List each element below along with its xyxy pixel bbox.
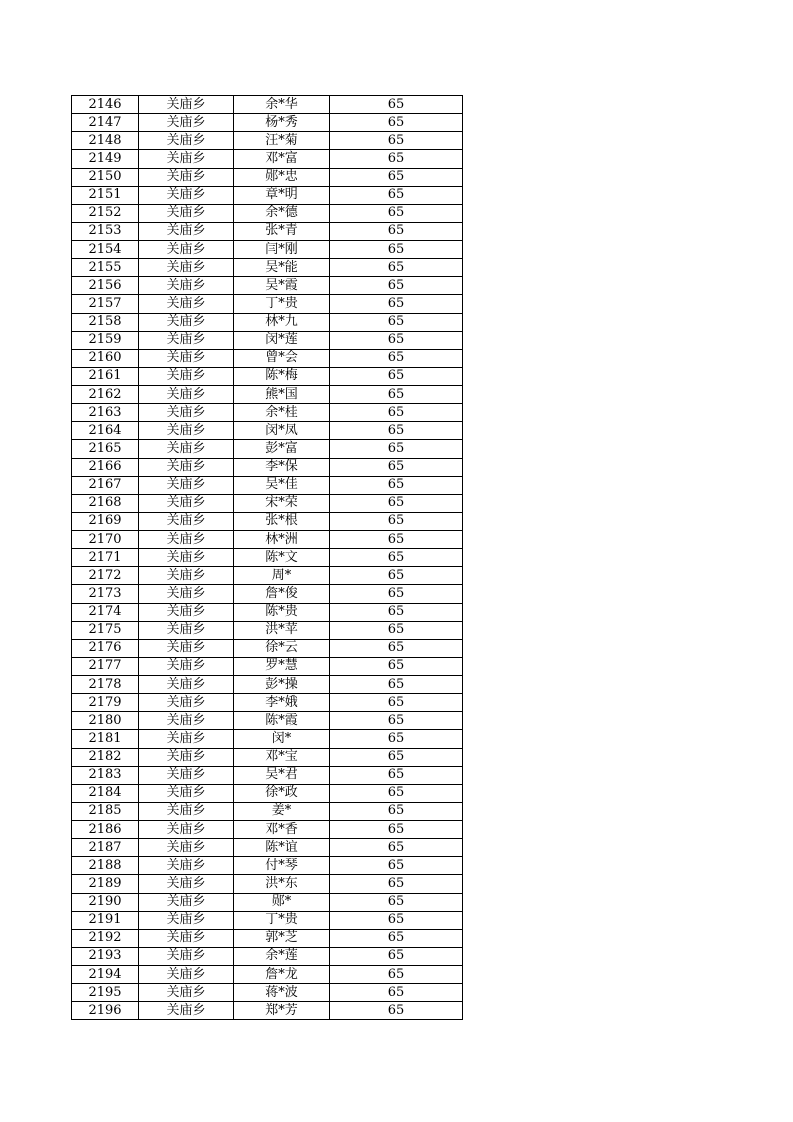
serial-number-cell: 2148 — [72, 132, 139, 150]
table-row — [72, 512, 463, 530]
table-row — [72, 639, 463, 657]
township-cell: 关庙乡 — [139, 349, 234, 367]
serial-number-cell: 2162 — [72, 386, 139, 404]
name-cell: 吴*能 — [234, 259, 330, 277]
name-cell: 邓*宝 — [234, 748, 330, 766]
table-row — [72, 186, 463, 204]
name-cell: 闵* — [234, 730, 330, 748]
amount-cell: 65 — [330, 422, 463, 440]
township-cell: 关庙乡 — [139, 114, 234, 132]
township-cell: 关庙乡 — [139, 567, 234, 585]
amount-cell: 65 — [330, 440, 463, 458]
township-cell: 关庙乡 — [139, 766, 234, 784]
amount-cell: 65 — [330, 241, 463, 259]
serial-number-cell: 2159 — [72, 331, 139, 349]
name-cell: 林*九 — [234, 313, 330, 331]
table-row — [72, 168, 463, 186]
table-row — [72, 748, 463, 766]
table-row — [72, 712, 463, 730]
serial-number-cell: 2182 — [72, 748, 139, 766]
table-row — [72, 621, 463, 639]
township-cell: 关庙乡 — [139, 404, 234, 422]
township-cell: 关庙乡 — [139, 204, 234, 222]
table-row — [72, 857, 463, 875]
township-cell: 关庙乡 — [139, 929, 234, 947]
name-cell: 李*保 — [234, 458, 330, 476]
table-row — [72, 222, 463, 240]
name-cell: 余*德 — [234, 204, 330, 222]
name-cell: 陈*梅 — [234, 367, 330, 385]
serial-number-cell: 2192 — [72, 929, 139, 947]
amount-cell: 65 — [330, 204, 463, 222]
name-cell: 陈*贵 — [234, 603, 330, 621]
amount-cell: 65 — [330, 712, 463, 730]
township-cell: 关庙乡 — [139, 476, 234, 494]
amount-cell: 65 — [330, 331, 463, 349]
table-row — [72, 875, 463, 893]
township-cell: 关庙乡 — [139, 277, 234, 295]
township-cell: 关庙乡 — [139, 839, 234, 857]
table-row — [72, 966, 463, 984]
name-cell: 邓*香 — [234, 821, 330, 839]
name-cell: 闵*凤 — [234, 422, 330, 440]
amount-cell: 65 — [330, 1002, 463, 1020]
table-row — [72, 821, 463, 839]
table-row — [72, 132, 463, 150]
name-cell: 姜* — [234, 802, 330, 820]
serial-number-cell: 2189 — [72, 875, 139, 893]
amount-cell: 65 — [330, 893, 463, 911]
name-cell: 周* — [234, 567, 330, 585]
name-cell: 蒋*波 — [234, 984, 330, 1002]
table-row — [72, 676, 463, 694]
township-cell: 关庙乡 — [139, 657, 234, 675]
township-cell: 关庙乡 — [139, 367, 234, 385]
serial-number-cell: 2151 — [72, 186, 139, 204]
township-cell: 关庙乡 — [139, 295, 234, 313]
township-cell: 关庙乡 — [139, 186, 234, 204]
table-row — [72, 367, 463, 385]
table-row — [72, 567, 463, 585]
name-cell: 陈*霞 — [234, 712, 330, 730]
township-cell: 关庙乡 — [139, 150, 234, 168]
serial-number-cell: 2180 — [72, 712, 139, 730]
table-row — [72, 331, 463, 349]
name-cell: 李*娥 — [234, 694, 330, 712]
township-cell: 关庙乡 — [139, 730, 234, 748]
name-cell: 詹*俊 — [234, 585, 330, 603]
amount-cell: 65 — [330, 929, 463, 947]
table-row — [72, 422, 463, 440]
amount-cell: 65 — [330, 657, 463, 675]
serial-number-cell: 2156 — [72, 277, 139, 295]
serial-number-cell: 2152 — [72, 204, 139, 222]
table-row — [72, 476, 463, 494]
amount-cell: 65 — [330, 676, 463, 694]
township-cell: 关庙乡 — [139, 784, 234, 802]
amount-cell: 65 — [330, 730, 463, 748]
serial-number-cell: 2163 — [72, 404, 139, 422]
township-cell: 关庙乡 — [139, 313, 234, 331]
amount-cell: 65 — [330, 150, 463, 168]
township-cell: 关庙乡 — [139, 857, 234, 875]
name-cell: 丁*贵 — [234, 911, 330, 929]
township-cell: 关庙乡 — [139, 966, 234, 984]
name-cell: 郑*芳 — [234, 1002, 330, 1020]
amount-cell: 65 — [330, 168, 463, 186]
amount-cell: 65 — [330, 96, 463, 114]
name-cell: 彭*操 — [234, 676, 330, 694]
amount-cell: 65 — [330, 295, 463, 313]
township-cell: 关庙乡 — [139, 621, 234, 639]
serial-number-cell: 2178 — [72, 676, 139, 694]
township-cell: 关庙乡 — [139, 531, 234, 549]
serial-number-cell: 2195 — [72, 984, 139, 1002]
township-cell: 关庙乡 — [139, 639, 234, 657]
table-row — [72, 494, 463, 512]
table-row — [72, 150, 463, 168]
township-cell: 关庙乡 — [139, 947, 234, 965]
amount-cell: 65 — [330, 585, 463, 603]
serial-number-cell: 2161 — [72, 367, 139, 385]
serial-number-cell: 2173 — [72, 585, 139, 603]
table-row — [72, 694, 463, 712]
serial-number-cell: 2184 — [72, 784, 139, 802]
township-cell: 关庙乡 — [139, 259, 234, 277]
serial-number-cell: 2187 — [72, 839, 139, 857]
name-cell: 余*华 — [234, 96, 330, 114]
serial-number-cell: 2176 — [72, 639, 139, 657]
amount-cell: 65 — [330, 386, 463, 404]
name-cell: 吴*霞 — [234, 277, 330, 295]
table-row — [72, 893, 463, 911]
name-cell: 章*明 — [234, 186, 330, 204]
township-cell: 关庙乡 — [139, 748, 234, 766]
amount-cell: 65 — [330, 458, 463, 476]
name-cell: 汪*菊 — [234, 132, 330, 150]
serial-number-cell: 2170 — [72, 531, 139, 549]
amount-cell: 65 — [330, 259, 463, 277]
amount-cell: 65 — [330, 114, 463, 132]
name-cell: 余*桂 — [234, 404, 330, 422]
name-cell: 闵*莲 — [234, 331, 330, 349]
township-cell: 关庙乡 — [139, 422, 234, 440]
name-cell: 郧* — [234, 893, 330, 911]
serial-number-cell: 2194 — [72, 966, 139, 984]
data-table — [71, 95, 463, 1020]
serial-number-cell: 2179 — [72, 694, 139, 712]
serial-number-cell: 2155 — [72, 259, 139, 277]
table-row — [72, 603, 463, 621]
table-row — [72, 730, 463, 748]
serial-number-cell: 2168 — [72, 494, 139, 512]
township-cell: 关庙乡 — [139, 222, 234, 240]
amount-cell: 65 — [330, 694, 463, 712]
township-cell: 关庙乡 — [139, 603, 234, 621]
table-row — [72, 277, 463, 295]
name-cell: 付*琴 — [234, 857, 330, 875]
township-cell: 关庙乡 — [139, 241, 234, 259]
amount-cell: 65 — [330, 186, 463, 204]
name-cell: 郭*芝 — [234, 929, 330, 947]
name-cell: 张*根 — [234, 512, 330, 530]
township-cell: 关庙乡 — [139, 494, 234, 512]
amount-cell: 65 — [330, 839, 463, 857]
serial-number-cell: 2190 — [72, 893, 139, 911]
table-row — [72, 1002, 463, 1020]
name-cell: 曾*会 — [234, 349, 330, 367]
name-cell: 张*青 — [234, 222, 330, 240]
table-row — [72, 386, 463, 404]
table-row — [72, 929, 463, 947]
name-cell: 丁*贵 — [234, 295, 330, 313]
amount-cell: 65 — [330, 966, 463, 984]
amount-cell: 65 — [330, 476, 463, 494]
name-cell: 彭*富 — [234, 440, 330, 458]
table-row — [72, 241, 463, 259]
amount-cell: 65 — [330, 857, 463, 875]
amount-cell: 65 — [330, 494, 463, 512]
serial-number-cell: 2191 — [72, 911, 139, 929]
name-cell: 郧*忠 — [234, 168, 330, 186]
table-row — [72, 947, 463, 965]
table-row — [72, 911, 463, 929]
township-cell: 关庙乡 — [139, 585, 234, 603]
amount-cell: 65 — [330, 821, 463, 839]
serial-number-cell: 2149 — [72, 150, 139, 168]
serial-number-cell: 2146 — [72, 96, 139, 114]
amount-cell: 65 — [330, 349, 463, 367]
table-row — [72, 984, 463, 1002]
amount-cell: 65 — [330, 784, 463, 802]
serial-number-cell: 2154 — [72, 241, 139, 259]
township-cell: 关庙乡 — [139, 96, 234, 114]
serial-number-cell: 2153 — [72, 222, 139, 240]
amount-cell: 65 — [330, 603, 463, 621]
amount-cell: 65 — [330, 947, 463, 965]
serial-number-cell: 2164 — [72, 422, 139, 440]
name-cell: 洪*苹 — [234, 621, 330, 639]
amount-cell: 65 — [330, 984, 463, 1002]
township-cell: 关庙乡 — [139, 893, 234, 911]
serial-number-cell: 2174 — [72, 603, 139, 621]
name-cell: 陈*文 — [234, 549, 330, 567]
amount-cell: 65 — [330, 549, 463, 567]
name-cell: 詹*龙 — [234, 966, 330, 984]
township-cell: 关庙乡 — [139, 712, 234, 730]
serial-number-cell: 2188 — [72, 857, 139, 875]
serial-number-cell: 2166 — [72, 458, 139, 476]
name-cell: 洪*东 — [234, 875, 330, 893]
amount-cell: 65 — [330, 639, 463, 657]
township-cell: 关庙乡 — [139, 331, 234, 349]
name-cell: 邓*富 — [234, 150, 330, 168]
serial-number-cell: 2160 — [72, 349, 139, 367]
table-row — [72, 657, 463, 675]
name-cell: 杨*秀 — [234, 114, 330, 132]
serial-number-cell: 2165 — [72, 440, 139, 458]
table-row — [72, 349, 463, 367]
table-row — [72, 766, 463, 784]
serial-number-cell: 2169 — [72, 512, 139, 530]
serial-number-cell: 2158 — [72, 313, 139, 331]
table-row — [72, 839, 463, 857]
township-cell: 关庙乡 — [139, 386, 234, 404]
serial-number-cell: 2183 — [72, 766, 139, 784]
table-row — [72, 404, 463, 422]
name-cell: 陈*谊 — [234, 839, 330, 857]
table-row — [72, 259, 463, 277]
amount-cell: 65 — [330, 132, 463, 150]
township-cell: 关庙乡 — [139, 440, 234, 458]
amount-cell: 65 — [330, 911, 463, 929]
table-row — [72, 204, 463, 222]
table-row — [72, 96, 463, 114]
amount-cell: 65 — [330, 766, 463, 784]
township-cell: 关庙乡 — [139, 984, 234, 1002]
amount-cell: 65 — [330, 875, 463, 893]
name-cell: 熊*国 — [234, 386, 330, 404]
table-row — [72, 458, 463, 476]
table-row — [72, 585, 463, 603]
serial-number-cell: 2181 — [72, 730, 139, 748]
serial-number-cell: 2150 — [72, 168, 139, 186]
serial-number-cell: 2177 — [72, 657, 139, 675]
name-cell: 罗*慧 — [234, 657, 330, 675]
amount-cell: 65 — [330, 512, 463, 530]
amount-cell: 65 — [330, 404, 463, 422]
name-cell: 吴*君 — [234, 766, 330, 784]
township-cell: 关庙乡 — [139, 549, 234, 567]
table-row — [72, 531, 463, 549]
amount-cell: 65 — [330, 567, 463, 585]
table-row — [72, 784, 463, 802]
serial-number-cell: 2196 — [72, 1002, 139, 1020]
township-cell: 关庙乡 — [139, 1002, 234, 1020]
township-cell: 关庙乡 — [139, 676, 234, 694]
amount-cell: 65 — [330, 313, 463, 331]
township-cell: 关庙乡 — [139, 694, 234, 712]
serial-number-cell: 2167 — [72, 476, 139, 494]
township-cell: 关庙乡 — [139, 821, 234, 839]
township-cell: 关庙乡 — [139, 168, 234, 186]
table-row — [72, 313, 463, 331]
township-cell: 关庙乡 — [139, 512, 234, 530]
amount-cell: 65 — [330, 367, 463, 385]
name-cell: 徐*政 — [234, 784, 330, 802]
serial-number-cell: 2172 — [72, 567, 139, 585]
name-cell: 余*莲 — [234, 947, 330, 965]
township-cell: 关庙乡 — [139, 132, 234, 150]
table-body — [72, 96, 463, 1020]
amount-cell: 65 — [330, 277, 463, 295]
name-cell: 徐*云 — [234, 639, 330, 657]
name-cell: 宋*荣 — [234, 494, 330, 512]
serial-number-cell: 2193 — [72, 947, 139, 965]
township-cell: 关庙乡 — [139, 802, 234, 820]
amount-cell: 65 — [330, 621, 463, 639]
name-cell: 林*洲 — [234, 531, 330, 549]
township-cell: 关庙乡 — [139, 458, 234, 476]
amount-cell: 65 — [330, 748, 463, 766]
amount-cell: 65 — [330, 222, 463, 240]
table-row — [72, 114, 463, 132]
serial-number-cell: 2175 — [72, 621, 139, 639]
name-cell: 闫*刚 — [234, 241, 330, 259]
serial-number-cell: 2186 — [72, 821, 139, 839]
serial-number-cell: 2157 — [72, 295, 139, 313]
township-cell: 关庙乡 — [139, 911, 234, 929]
name-cell: 吴*佳 — [234, 476, 330, 494]
table-row — [72, 802, 463, 820]
serial-number-cell: 2185 — [72, 802, 139, 820]
table-row — [72, 440, 463, 458]
amount-cell: 65 — [330, 802, 463, 820]
serial-number-cell: 2147 — [72, 114, 139, 132]
serial-number-cell: 2171 — [72, 549, 139, 567]
table-row — [72, 549, 463, 567]
table-row — [72, 295, 463, 313]
township-cell: 关庙乡 — [139, 875, 234, 893]
amount-cell: 65 — [330, 531, 463, 549]
